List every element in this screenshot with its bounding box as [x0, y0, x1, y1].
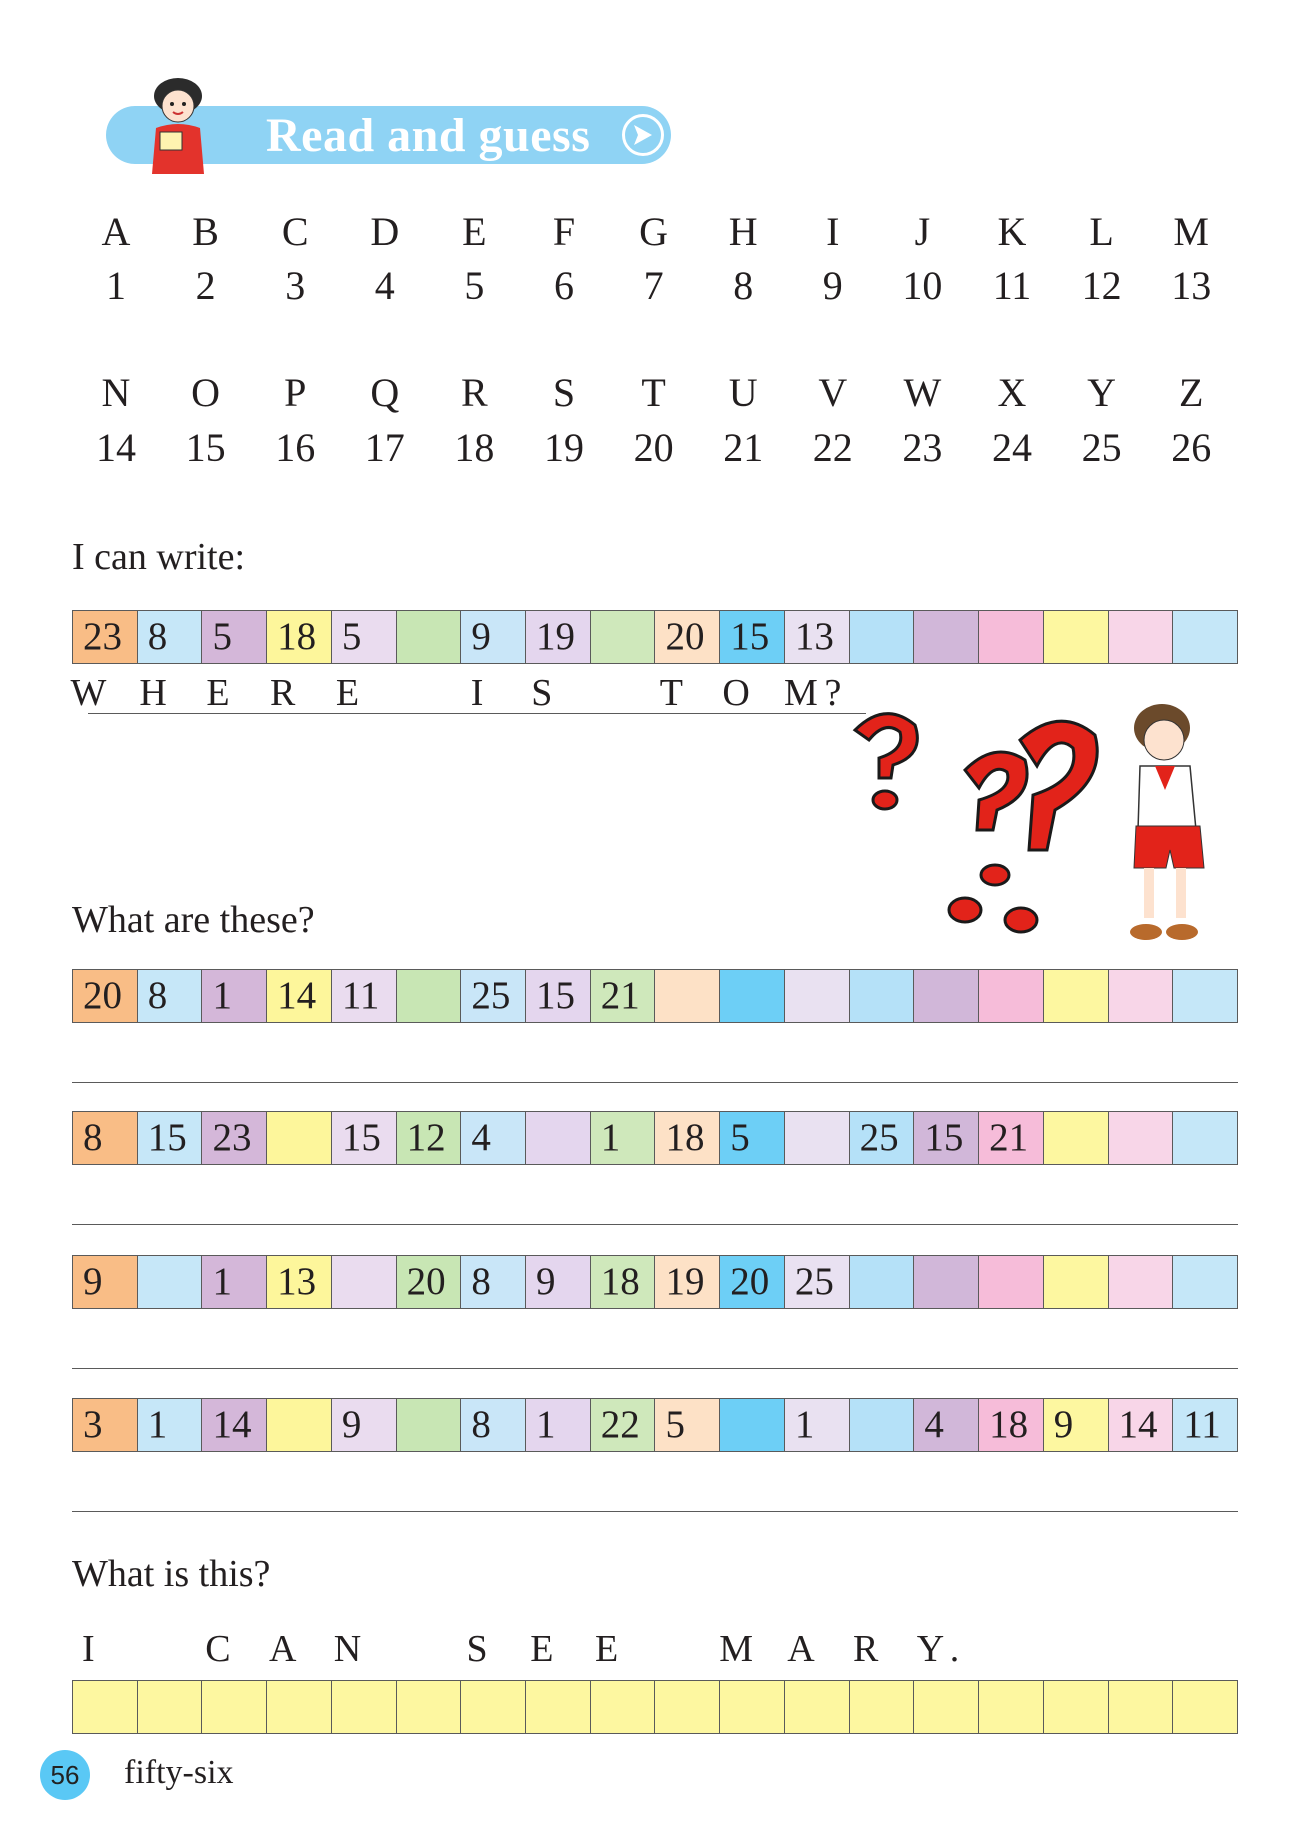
alphabet-letter: C	[281, 209, 309, 254]
alphabet-number: 20	[633, 425, 674, 470]
alphabet-letter: K	[997, 209, 1027, 254]
grid-cell[interactable]	[655, 1681, 720, 1733]
grid-cell: 8	[461, 1256, 526, 1308]
grid-cell[interactable]	[397, 1681, 462, 1733]
boy-thinking-illustration	[1120, 700, 1220, 950]
grid-cell: 25	[850, 1112, 915, 1164]
grid-cell	[397, 1399, 462, 1451]
alphabet-number: 16	[275, 425, 316, 470]
alphabet-number: 4	[374, 263, 395, 308]
answer-letter: I	[470, 672, 484, 714]
grid-cell: 3	[73, 1399, 138, 1451]
grid-cell: 5	[720, 1112, 785, 1164]
grid-cell: 11	[332, 970, 397, 1022]
grid-cell: 23	[73, 611, 138, 663]
grid-cell[interactable]	[138, 1681, 203, 1733]
grid-cell[interactable]	[202, 1681, 267, 1733]
grid-cell: 20	[720, 1256, 785, 1308]
alphabet-number: 22	[812, 425, 853, 470]
grid-cell: 13	[267, 1256, 332, 1308]
answer-line[interactable]	[72, 1224, 1238, 1225]
grid-cell	[526, 1112, 591, 1164]
answer-letter: O	[722, 672, 750, 714]
grid-cell	[979, 611, 1044, 663]
page-title: Read and guess	[266, 109, 591, 162]
grid-cell: 19	[526, 611, 591, 663]
grid-cell	[1109, 970, 1174, 1022]
answer-letter: W	[70, 672, 107, 714]
number-grid	[72, 1398, 1238, 1452]
grid-cell	[850, 611, 915, 663]
alphabet-letter: D	[370, 209, 400, 254]
girl-reading-illustration	[138, 76, 218, 176]
grid-cell[interactable]	[1109, 1681, 1174, 1733]
grid-cell: 15	[138, 1112, 203, 1164]
grid-cell: 20	[397, 1256, 462, 1308]
answer-underline	[88, 713, 866, 714]
alphabet-number: 11	[992, 263, 1032, 308]
grid-cell: 18	[655, 1112, 720, 1164]
answer-line[interactable]	[72, 1368, 1238, 1369]
alphabet-letter: W	[903, 370, 942, 415]
grid-cell: 9	[332, 1399, 397, 1451]
alphabet-letter: H	[728, 209, 758, 254]
grid-cell: 22	[591, 1399, 656, 1451]
sentence-letter: E	[595, 1628, 619, 1670]
alphabet-letter: S	[552, 370, 576, 415]
grid-cell	[1044, 611, 1109, 663]
alphabet-letter: Y	[1087, 370, 1117, 415]
grid-cell: 1	[785, 1399, 850, 1451]
alphabet-number: 7	[643, 263, 664, 308]
page-number-text: fifty-six	[124, 1754, 234, 1791]
grid-cell	[397, 611, 462, 663]
grid-cell	[591, 611, 656, 663]
grid-cell: 18	[979, 1399, 1044, 1451]
answer-letter: R	[270, 672, 296, 714]
grid-cell: 9	[73, 1256, 138, 1308]
alphabet-letter: T	[641, 370, 666, 415]
play-arrow-icon[interactable]	[622, 114, 664, 156]
grid-cell[interactable]	[332, 1681, 397, 1733]
sentence-letter: M	[719, 1628, 754, 1670]
alphabet-letter: Z	[1178, 370, 1204, 415]
grid-cell	[720, 970, 785, 1022]
answer-grid-yellow[interactable]	[72, 1680, 1238, 1734]
alphabet-number: 1	[106, 263, 126, 308]
alphabet-letter: E	[462, 209, 487, 254]
alphabet-letter: G	[639, 209, 669, 254]
grid-cell	[979, 970, 1044, 1022]
grid-cell[interactable]	[267, 1681, 332, 1733]
alphabet-number: 21	[723, 425, 764, 470]
sentence-letter: R	[853, 1628, 879, 1670]
grid-cell: 1	[526, 1399, 591, 1451]
grid-cell	[785, 970, 850, 1022]
grid-cell: 15	[526, 970, 591, 1022]
grid-cell	[1109, 1112, 1174, 1164]
grid-cell	[1173, 1112, 1237, 1164]
alphabet-number: 19	[544, 425, 584, 470]
alphabet-letter: R	[461, 370, 488, 415]
grid-cell	[1109, 1256, 1174, 1308]
answer-line[interactable]	[72, 1511, 1238, 1512]
answer-line[interactable]	[72, 1082, 1238, 1083]
grid-cell: 25	[461, 970, 526, 1022]
grid-cell: 14	[267, 970, 332, 1022]
sentence-letter: C	[205, 1628, 231, 1670]
grid-cell: 9	[1044, 1399, 1109, 1451]
grid-cell[interactable]	[914, 1681, 979, 1733]
grid-cell	[1044, 970, 1109, 1022]
grid-cell: 1	[591, 1112, 656, 1164]
grid-cell: 8	[73, 1112, 138, 1164]
grid-cell: 18	[267, 611, 332, 663]
grid-cell: 8	[138, 970, 203, 1022]
page-number-badge: 56	[40, 1750, 90, 1800]
grid-cell: 15	[332, 1112, 397, 1164]
grid-cell	[914, 1256, 979, 1308]
alphabet-letter: I	[826, 209, 840, 254]
grid-cell	[332, 1256, 397, 1308]
alphabet-number: 3	[285, 263, 306, 308]
sentence-punctuation: .	[949, 1628, 960, 1670]
alphabet-letter: X	[997, 370, 1027, 415]
alphabet-number: 12	[1081, 263, 1122, 308]
grid-cell: 15	[914, 1112, 979, 1164]
grid-cell	[850, 1399, 915, 1451]
answer-letter: H	[139, 672, 167, 714]
number-grid	[72, 1111, 1238, 1165]
grid-cell	[138, 1256, 203, 1308]
grid-cell[interactable]	[461, 1681, 526, 1733]
grid-cell	[1044, 1256, 1109, 1308]
sentence-letter: A	[268, 1628, 297, 1670]
grid-cell	[267, 1112, 332, 1164]
grid-cell	[850, 970, 915, 1022]
grid-cell: 8	[461, 1399, 526, 1451]
grid-cell	[850, 1256, 915, 1308]
answer-letter: M	[784, 672, 818, 714]
alphabet-letter: V	[818, 370, 848, 415]
alphabet-number: 25	[1081, 425, 1122, 470]
grid-cell	[1173, 1256, 1237, 1308]
alphabet-number: 8	[733, 263, 754, 308]
alphabet-letter: A	[101, 209, 131, 254]
alphabet-letter: M	[1173, 209, 1209, 254]
answer-letter: S	[531, 672, 553, 714]
alphabet-number: 24	[992, 425, 1032, 470]
grid-cell	[1173, 611, 1237, 663]
grid-cell: 4	[914, 1399, 979, 1451]
number-grid-write	[72, 610, 1238, 664]
grid-cell	[397, 970, 462, 1022]
grid-cell[interactable]	[785, 1681, 850, 1733]
number-grid	[72, 1255, 1238, 1309]
alphabet-letter: F	[552, 209, 576, 254]
grid-cell: 1	[138, 1399, 203, 1451]
grid-cell: 1	[202, 970, 267, 1022]
grid-cell: 11	[1173, 1399, 1237, 1451]
alphabet-number: 17	[364, 425, 405, 470]
answer-letter: T	[659, 672, 683, 714]
grid-cell: 9	[461, 611, 526, 663]
grid-cell[interactable]	[850, 1681, 915, 1733]
grid-cell[interactable]	[591, 1681, 656, 1733]
grid-cell: 20	[73, 970, 138, 1022]
answer-letter: E	[335, 672, 360, 714]
grid-cell	[655, 970, 720, 1022]
grid-cell	[785, 1112, 850, 1164]
grid-cell: 14	[1109, 1399, 1174, 1451]
sentence-letter: E	[530, 1628, 554, 1670]
alphabet-letter: Q	[370, 370, 400, 415]
alphabet-number: 26	[1171, 425, 1212, 470]
sentence-letter: Y	[916, 1628, 945, 1670]
grid-cell[interactable]	[979, 1681, 1044, 1733]
heading-i-can-write: I can write:	[72, 536, 246, 578]
grid-cell[interactable]	[73, 1681, 138, 1733]
grid-cell[interactable]	[720, 1681, 785, 1733]
grid-cell[interactable]	[1044, 1681, 1109, 1733]
grid-cell: 23	[202, 1112, 267, 1164]
grid-cell	[1044, 1112, 1109, 1164]
alphabet-number: 9	[822, 263, 843, 308]
sentence-letter: I	[82, 1628, 95, 1670]
grid-cell: 12	[397, 1112, 462, 1164]
grid-cell: 13	[785, 611, 850, 663]
grid-cell	[914, 611, 979, 663]
grid-cell: 18	[591, 1256, 656, 1308]
alphabet-number: 10	[902, 263, 943, 308]
grid-cell	[914, 970, 979, 1022]
alphabet-letter: U	[728, 370, 758, 415]
sentence-letter: A	[787, 1628, 815, 1670]
alphabet-number: 18	[454, 425, 495, 470]
alphabet-number: 2	[195, 263, 216, 308]
grid-cell: 4	[461, 1112, 526, 1164]
alphabet-letter: B	[192, 209, 219, 254]
alphabet-letter: O	[191, 370, 221, 415]
answer-punctuation: ?	[824, 672, 842, 714]
grid-cell	[267, 1399, 332, 1451]
alphabet-letter: P	[284, 370, 307, 415]
grid-cell: 21	[591, 970, 656, 1022]
alphabet-letter: J	[914, 209, 931, 254]
grid-cell: 15	[720, 611, 785, 663]
alphabet-number: 5	[464, 263, 485, 308]
grid-cell	[720, 1399, 785, 1451]
grid-cell[interactable]	[526, 1681, 591, 1733]
answer-letter: E	[206, 672, 230, 714]
grid-cell: 1	[202, 1256, 267, 1308]
alphabet-number: 23	[902, 425, 943, 470]
grid-cell	[1109, 611, 1174, 663]
grid-cell: 19	[655, 1256, 720, 1308]
number-grid	[72, 969, 1238, 1023]
heading-what-is-this: What is this?	[72, 1553, 271, 1595]
alphabet-number: 6	[554, 263, 574, 308]
alphabet-number: 15	[185, 425, 226, 470]
sentence-letter: S	[466, 1628, 488, 1670]
alphabet-letter: L	[1089, 209, 1114, 254]
alphabet-letter: N	[101, 370, 131, 415]
grid-cell: 25	[785, 1256, 850, 1308]
grid-cell: 5	[655, 1399, 720, 1451]
sentence-letter: N	[333, 1628, 362, 1670]
grid-cell: 5	[332, 611, 397, 663]
alphabet-number: 13	[1171, 263, 1212, 308]
grid-cell: 9	[526, 1256, 591, 1308]
grid-cell[interactable]	[1173, 1681, 1237, 1733]
grid-cell: 20	[655, 611, 720, 663]
grid-cell: 21	[979, 1112, 1044, 1164]
grid-cell	[979, 1256, 1044, 1308]
grid-cell: 8	[138, 611, 203, 663]
alphabet-number: 14	[96, 425, 136, 470]
grid-cell	[1173, 970, 1237, 1022]
heading-what-are-these: What are these?	[72, 899, 315, 941]
question-marks-illustration	[845, 700, 1105, 940]
grid-cell: 14	[202, 1399, 267, 1451]
grid-cell: 5	[202, 611, 267, 663]
